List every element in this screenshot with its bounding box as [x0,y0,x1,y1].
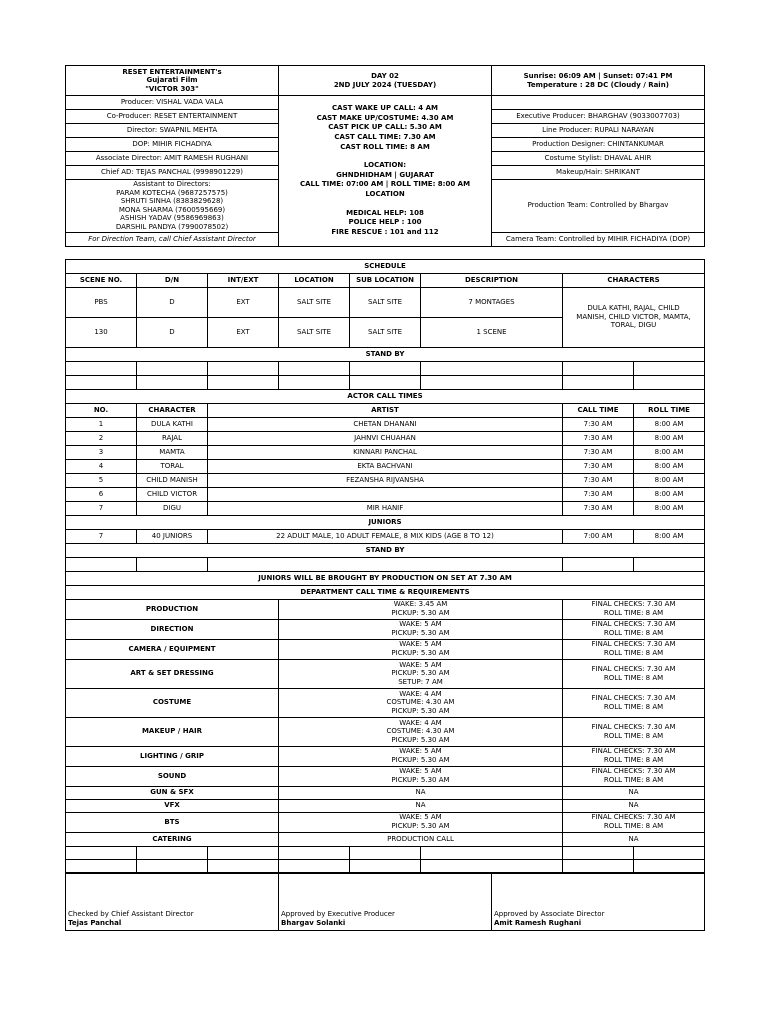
table-row [66,417,705,431]
dept-final: FINAL CHECKS: 7.30 AM ROLL TIME: 8 AM [563,746,705,766]
dept-final: NA [563,832,705,846]
dept-name: PRODUCTION [66,599,279,619]
actor-artist: JAHNVI CHUAHAN [208,431,563,445]
line-producer: Line Producer: RUPALI NARAYAN [492,124,705,138]
dept-final: FINAL CHECKS: 7.30 AM ROLL TIME: 8 AM [563,766,705,786]
table-row [66,473,705,487]
actor-artist: EKTA BACHVANI [208,459,563,473]
actor-call-time: 7:30 AM [563,459,634,473]
location-footer: LOCATION [365,189,405,198]
dept-name: CATERING [66,832,279,846]
dept-times: WAKE: 5 AM PICKUP: 5.30 AM [279,639,563,659]
location-city: GHNDHIDHAM | GUJARAT [336,170,434,179]
dept-times: NA [279,786,563,799]
dept-times: WAKE: 5 AM PICKUP: 5.30 AM [279,766,563,786]
cast-call-time: CAST CALL TIME: 7.30 AM [334,133,436,141]
actor-roll-time: 8:00 AM [634,417,705,431]
dept-final: NA [563,799,705,812]
table-row [66,812,705,832]
dept-final: FINAL CHECKS: 7.30 AM ROLL TIME: 8 AM [563,639,705,659]
department-title: DEPARTMENT CALL TIME & REQUIREMENTS [66,585,705,599]
col-no: NO. [66,403,137,417]
signature-executive-producer [279,873,492,930]
actor-roll-time: 8:00 AM [634,487,705,501]
scene-no: 130 [66,317,137,347]
dept-times: WAKE: 4 AM COSTUME: 4.30 AM PICKUP: 5.30 AM [279,688,563,717]
description: 7 MONTAGES [421,287,563,317]
blank-cell [492,96,705,110]
actor-character: MAMTA [137,445,208,459]
actor-no: 2 [66,431,137,445]
makeup-hair: Makeup/Hair: SHRIKANT [492,166,705,180]
actor-character: TORAL [137,459,208,473]
dept-times: WAKE: 5 AM PICKUP: 5.30 AM [279,812,563,832]
col-sub-location: SUB LOCATION [350,273,421,287]
actor-call-time: 7:30 AM [563,473,634,487]
associate-director: Associate Director: AMIT RAMESH RUGHANI [66,152,279,166]
actor-character: DIGU [137,501,208,515]
actor-no: 4 [66,459,137,473]
cast-makeup: CAST MAKE UP/COSTUME: 4.30 AM [316,113,454,122]
dept-times: WAKE: 5 AM PICKUP: 5.30 AM SETUP: 7 AM [279,659,563,688]
camera-team: Camera Team: Controlled by MIHIR FICHADIYA (DOP) [492,232,705,246]
location: SALT SITE [279,287,350,317]
cast-wake-up: CAST WAKE UP CALL: 4 AM [332,104,438,113]
location-times: CALL TIME: 07:00 AM | ROLL TIME: 8:00 AM [299,180,471,189]
sun-times: Sunrise: 06:09 AM | Sunset: 07:41 PM [523,71,673,80]
col-roll-time: ROLL TIME [634,403,705,417]
table-row [66,529,705,543]
dept-times: WAKE: 5 AM PICKUP: 5.30 AM [279,619,563,639]
signature-label: Approved by Associate Director [494,910,605,919]
table-row [66,659,705,688]
actor-call-time: 7:30 AM [563,487,634,501]
dept-name: LIGHTING / GRIP [66,746,279,766]
col-int-ext: INT/EXT [208,273,279,287]
location: SALT SITE [279,317,350,347]
int-ext: EXT [208,287,279,317]
table-row [66,487,705,501]
day-night: D [137,317,208,347]
production-team: Production Team: Controlled by Bhargav [492,180,705,233]
actor-call-time: 7:30 AM [563,417,634,431]
table-row [66,599,705,619]
film-title: "VICTOR 303" [145,84,199,93]
table-row [66,746,705,766]
fire-rescue: FIRE RESCUE : 101 and 112 [331,227,439,236]
call-sheet [65,65,704,931]
col-scene-no: SCENE NO. [66,273,137,287]
dept-final: FINAL CHECKS: 7.30 AM ROLL TIME: 8 AM [563,688,705,717]
dept-final: NA [563,786,705,799]
col-description: DESCRIPTION [421,273,563,287]
assistant-directors [66,180,279,233]
table-row [66,832,705,846]
actor-no: 5 [66,473,137,487]
table-row [66,445,705,459]
empty-row [66,375,705,389]
dept-times: WAKE: 4 AM COSTUME: 4.30 AM PICKUP: 5.30 AM [279,717,563,746]
juniors-title: JUNIORS [66,515,705,529]
table-row [66,287,705,317]
signature-name: Tejas Panchal [68,918,122,927]
dept-name: MAKEUP / HAIR [66,717,279,746]
col-character: CHARACTER [137,403,208,417]
film-info [66,66,279,96]
dept-final: FINAL CHECKS: 7.30 AM ROLL TIME: 8 AM [563,659,705,688]
dept-name: BTS [66,812,279,832]
production-designer: Production Designer: CHINTANKUMAR [492,138,705,152]
actor-no: 1 [66,417,137,431]
cast-roll-time: CAST ROLL TIME: 8 AM [340,142,430,151]
table-row [66,688,705,717]
dept-times: WAKE: 3.45 AM PICKUP: 5.30 AM [279,599,563,619]
schedule-table [65,259,705,873]
table-row [66,639,705,659]
signature-name: Amit Ramesh Rughani [494,918,582,927]
dept-final: FINAL CHECKS: 7.30 AM ROLL TIME: 8 AM [563,717,705,746]
assistant-5: DARSHIL PANDYA (7990078502) [115,222,229,231]
actor-call-time: 7:30 AM [563,431,634,445]
empty-row [66,859,705,872]
table-row [66,786,705,799]
cast-call-summary [279,96,492,247]
dept-times: PRODUCTION CALL [279,832,563,846]
actor-artist: MIR HANIF [208,501,563,515]
dept-name: GUN & SFX [66,786,279,799]
table-row [66,799,705,812]
actor-roll-time: 8:00 AM [634,445,705,459]
shoot-date: 2ND JULY 2024 (TUESDAY) [333,80,437,89]
header-table [65,65,705,247]
actor-artist: FEZANSHA RIJVANSHA [208,473,563,487]
actor-roll-time: 8:00 AM [634,473,705,487]
costume-stylist: Costume Stylist: DHAVAL AHIR [492,152,705,166]
juniors-breakdown: 22 ADULT MALE, 10 ADULT FEMALE, 8 MIX KIDS (AGE 8 TO 12) [208,529,563,543]
actor-no: 6 [66,487,137,501]
dept-times: NA [279,799,563,812]
medical-help: MEDICAL HELP: 108 [346,208,424,217]
empty-row [66,557,705,571]
schedule-title: SCHEDULE [66,259,705,273]
actor-call-time: 7:30 AM [563,445,634,459]
table-row [66,501,705,515]
assistant-3: MONA SHARMA (7600595669) [118,205,226,214]
dop: DOP: MIHIR FICHADIYA [66,138,279,152]
actor-character: DULA KATHI [137,417,208,431]
table-row [66,717,705,746]
juniors-roll-time: 8:00 AM [634,529,705,543]
dept-name: DIRECTION [66,619,279,639]
description: 1 SCENE [421,317,563,347]
col-dn: D/N [137,273,208,287]
assistant-1: PARAM KOTECHA (9687257575) [116,188,228,197]
table-row [66,459,705,473]
actor-call-time: 7:30 AM [563,501,634,515]
empty-row [66,361,705,375]
signature-name: Bhargav Solanki [281,918,346,927]
temperature: Temperature : 28 DC (Cloudy / Rain) [527,80,669,89]
scene-no: PBS [66,287,137,317]
police-help: POLICE HELP : 100 [348,218,422,227]
actor-no: 7 [66,501,137,515]
dept-name: VFX [66,799,279,812]
juniors-call-time: 7:00 AM [563,529,634,543]
actor-character: CHILD MANISH [137,473,208,487]
juniors-stand-by: STAND BY [66,543,705,557]
weather-info [492,66,705,96]
location-label: LOCATION: [363,161,407,170]
company-name: RESET ENTERTAINMENT's [122,67,222,76]
cast-pickup: CAST PICK UP CALL: 5.30 AM [328,123,442,132]
characters-list: DULA KATHI, RAJAL, CHILD MANISH, CHILD VICTOR, MAMTA, TORAL, DIGU [563,287,705,347]
actor-character: CHILD VICTOR [137,487,208,501]
empty-row [66,846,705,859]
juniors-count: 40 JUNIORS [137,529,208,543]
dept-name: SOUND [66,766,279,786]
day-night: D [137,287,208,317]
signature-associate-director [492,873,705,930]
actor-no: 3 [66,445,137,459]
direction-note: For Direction Team, call Chief Assistant Director [66,232,279,246]
dept-final: FINAL CHECKS: 7.30 AM ROLL TIME: 8 AM [563,599,705,619]
actor-call-times-title: ACTOR CALL TIMES [66,389,705,403]
sub-location: SALT SITE [350,287,421,317]
stand-by-title: STAND BY [66,347,705,361]
actor-artist: CHETAN DHANANI [208,417,563,431]
juniors-note: JUNIORS WILL BE BROUGHT BY PRODUCTION ON SET AT 7.30 AM [66,571,705,585]
film-type: Gujarati Film [146,76,198,85]
dept-name: COSTUME [66,688,279,717]
assistants-title: Assistant to Directors: [133,180,211,188]
signature-label: Checked by Chief Assistant Director [68,910,194,919]
actor-artist [208,487,563,501]
dept-times: WAKE: 5 AM PICKUP: 5.30 AM [279,746,563,766]
dept-name: ART & SET DRESSING [66,659,279,688]
assistant-2: SHRUTI SINHA (8383829628) [120,197,224,206]
producer: Producer: VISHAL VADA VALA [66,96,279,110]
int-ext: EXT [208,317,279,347]
juniors-no: 7 [66,529,137,543]
director: Director: SWAPNIL MEHTA [66,124,279,138]
chief-ad: Chief AD: TEJAS PANCHAL (9998901229) [66,166,279,180]
table-row [66,431,705,445]
col-characters: CHARACTERS [563,273,705,287]
col-call-time: CALL TIME [563,403,634,417]
day-label: DAY 02 [371,71,399,80]
signature-table [65,873,705,931]
col-artist: ARTIST [208,403,563,417]
signature-label: Approved by Executive Producer [281,910,395,919]
day-info [279,66,492,96]
actor-roll-time: 8:00 AM [634,431,705,445]
dept-name: CAMERA / EQUIPMENT [66,639,279,659]
actor-roll-time: 8:00 AM [634,459,705,473]
table-row [66,619,705,639]
co-producer: Co-Producer: RESET ENTERTAINMENT [66,110,279,124]
table-row [66,766,705,786]
actor-character: RAJAL [137,431,208,445]
signature-chief-ad [66,873,279,930]
actor-artist: KINNARI PANCHAL [208,445,563,459]
sub-location: SALT SITE [350,317,421,347]
dept-final: FINAL CHECKS: 7.30 AM ROLL TIME: 8 AM [563,619,705,639]
actor-roll-time: 8:00 AM [634,501,705,515]
executive-producer: Executive Producer: BHARGHAV (9033007703) [492,110,705,124]
col-location: LOCATION [279,273,350,287]
assistant-4: ASHISH YADAV (9586969863) [120,214,224,223]
dept-final: FINAL CHECKS: 7.30 AM ROLL TIME: 8 AM [563,812,705,832]
